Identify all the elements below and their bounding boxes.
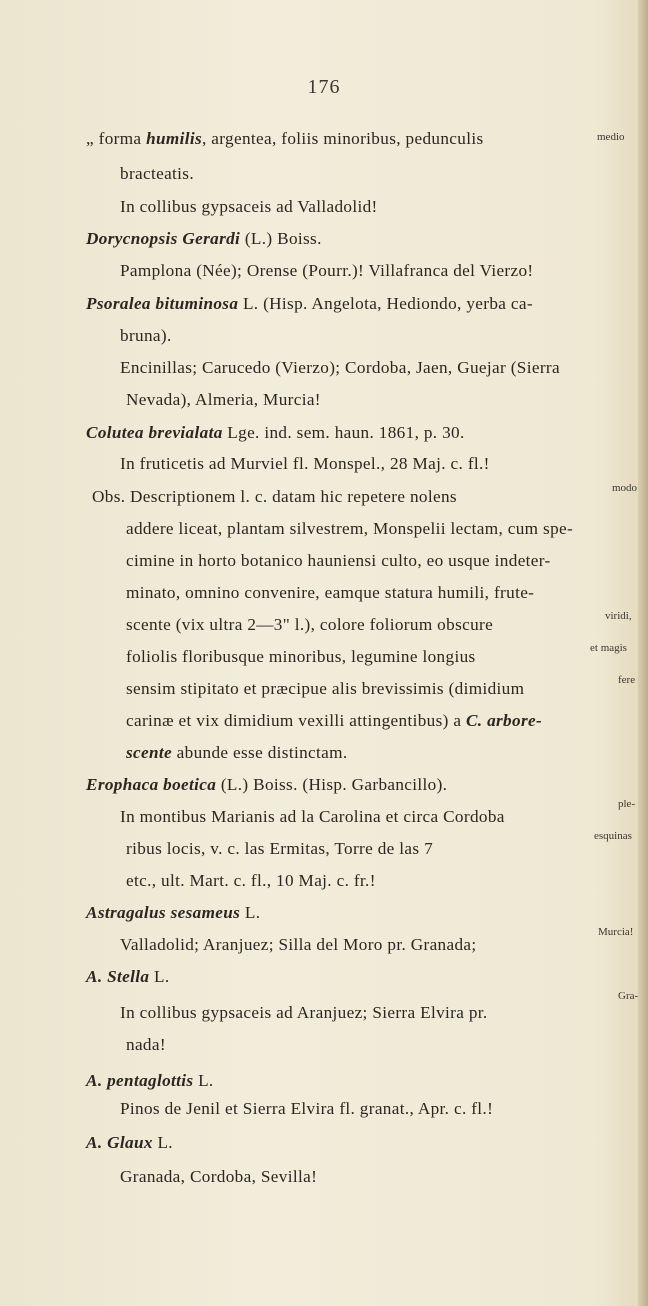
species-name: scente [126, 743, 173, 762]
text-line: Nevada), Almeria, Murcia! [126, 390, 321, 409]
margin-note: fere [618, 674, 636, 686]
margin-note: viridi, [605, 610, 632, 622]
text-line: nada! [126, 1035, 166, 1054]
text-line: Encinillas; Carucedo (Vierzo); Cordoba, Jaen, Guejar (Sierra [120, 358, 560, 377]
entry-heading [86, 422, 465, 444]
text-line: Pamplona (Née); Orense (Pourr.)! Villafranca del Vierzo! [120, 261, 534, 280]
text-line: minato, omnino convenire, eamque statura humili, frute- [126, 583, 535, 602]
observation-line: Obs. Descriptionem l. c. datam hic repetere nolens [92, 487, 457, 506]
species-name: C. arbore- [465, 711, 543, 730]
text-line: bruna). [120, 326, 172, 345]
text-line [126, 710, 542, 732]
entry-heading [86, 902, 260, 924]
text-line: Pinos de Jenil et Sierra Elvira fl. granat., Apr. c. fl.! [120, 1099, 494, 1118]
margin-note: modo [612, 482, 638, 494]
authority: L. [193, 1071, 214, 1090]
line-text: , argentea, foliis minoribus, pedunculis [202, 129, 484, 148]
text-line [86, 128, 484, 150]
authority: (L.) Boiss. (Hisp. Garbancillo). [216, 775, 448, 794]
species-name: Psoralea bituminosa [86, 294, 239, 313]
margin-note: esquinas [594, 830, 632, 842]
line-text: abunde esse distinctam. [172, 743, 348, 762]
text-line: sensim stipitato et præcipue alis brevissimis (dimidium [126, 679, 525, 698]
species-name: A. pentaglottis [86, 1071, 194, 1090]
italic-name: humilis [146, 129, 203, 148]
text-line: scente (vix ultra 2—3" l.), colore foliorum obscure [126, 615, 494, 634]
authority: L. [149, 967, 170, 986]
text-line: In collibus gypsaceis ad Aranjuez; Sierra Elvira pr. [120, 1003, 488, 1022]
margin-note: et magis [590, 642, 627, 654]
margin-note: Gra- [618, 990, 639, 1002]
species-name: Colutea brevialata [86, 423, 223, 442]
text-line: foliolis floribusque minoribus, legumine longius [126, 647, 476, 666]
authority: L. [152, 1133, 173, 1152]
species-name: Astragalus sesameus [86, 903, 241, 922]
entry-heading [86, 966, 169, 988]
authority: (L.) Boiss. [240, 229, 322, 248]
line-text: carinæ et vix dimidium vexilli attingentibus) a [126, 711, 466, 730]
text-line: ribus locis, v. c. las Ermitas, Torre de las 7 [126, 839, 434, 858]
text-line: In collibus gypsaceis ad Valladolid! [120, 197, 378, 216]
entry-heading [86, 1132, 173, 1154]
text-line: addere liceat, plantam silvestrem, Monspelii lectam, cum spe- [126, 519, 574, 538]
species-name: A. Glaux [86, 1133, 153, 1152]
entry-heading [86, 228, 322, 250]
margin-note: Murcia! [598, 926, 634, 938]
entry-heading [86, 774, 447, 796]
line-text: „ forma [86, 129, 147, 148]
text-line: Valladolid; Aranjuez; Silla del Moro pr. Granada; [120, 935, 477, 954]
page-number: 176 [307, 76, 341, 98]
species-name: A. Stella [86, 967, 150, 986]
species-name: Dorycnopsis Gerardi [86, 229, 241, 248]
authority: Lge. ind. sem. haun. 1861, p. 30. [222, 423, 465, 442]
entry-heading [86, 1070, 214, 1092]
margin-note: ple- [618, 798, 636, 810]
text-line: etc., ult. Mart. c. fl., 10 Maj. c. fr.! [126, 871, 376, 890]
page-edge [638, 0, 648, 1306]
text-line: cimine in horto botanico hauniensi culto, eo usque indeter- [126, 551, 551, 570]
entry-heading [86, 293, 533, 315]
authority: L. (Hisp. Angelota, Hediondo, yerba ca- [238, 294, 533, 313]
text-line: Granada, Cordoba, Sevilla! [120, 1167, 318, 1186]
authority: L. [240, 903, 261, 922]
text-line: In fruticetis ad Murviel fl. Monspel., 28 Maj. c. fl.! [120, 454, 490, 473]
text-line: In montibus Marianis ad la Carolina et circa Cordoba [120, 807, 505, 826]
text-line: bracteatis. [120, 164, 194, 183]
margin-note: medio [597, 131, 625, 143]
species-name: Erophaca boetica [86, 775, 217, 794]
text-line [126, 742, 347, 764]
